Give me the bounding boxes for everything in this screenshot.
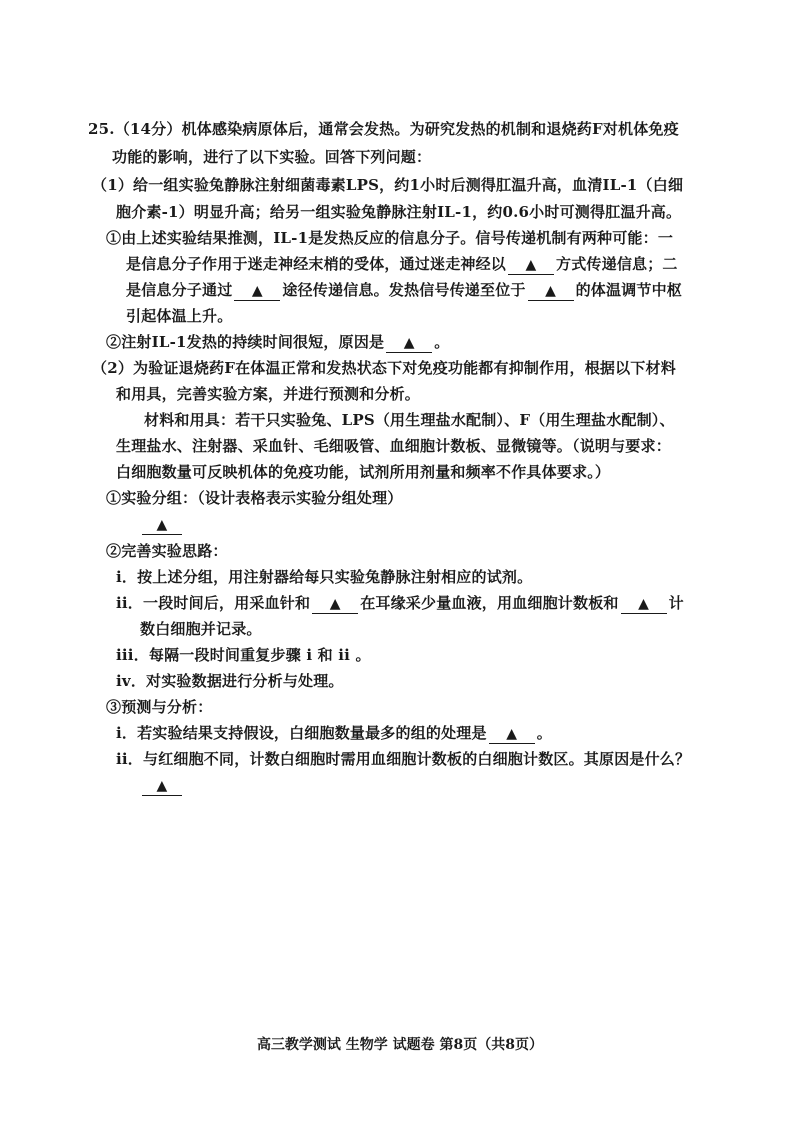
triangle-icon: ▲ <box>506 726 518 742</box>
step-prediction: ③预测与分析： <box>106 698 213 716</box>
triangle-icon: ▲ <box>545 283 557 299</box>
text: 。 <box>434 333 450 351</box>
answer-blank[interactable] <box>142 776 182 796</box>
idea-iv: iv．对实验数据进行分析与处理。 <box>116 672 344 690</box>
text: i．若实验结果支持假设，白细胞数量最多的组的处理是 <box>116 724 487 742</box>
text: 在耳缘采少量血液，用血细胞计数板和 <box>360 594 619 612</box>
step-grouping: ①实验分组：（设计表格表示实验分组处理） <box>106 489 403 507</box>
part1-q1-line-3 <box>126 279 682 301</box>
text: 是信息分子作用于迷走神经末梢的受体，通过迷走神经以 <box>126 255 507 273</box>
materials-line-2: 生理盐水、注射器、采血针、毛细吸管、血细胞计数板、显微镜等。（说明与要求： <box>116 437 671 455</box>
part1-q1-line-2 <box>126 253 678 275</box>
text: ii．一段时间后，用采血针和 <box>116 594 311 612</box>
part1-q2-line <box>106 331 449 353</box>
part2-line-2: 和用具，完善实验方案，并进行预测和分析。 <box>116 385 421 403</box>
grouping-answer-line <box>140 513 184 535</box>
materials-line-1: 材料和用具：若干只实验兔、LPS（用生理盐水配制）、F（用生理盐水配制）、 <box>144 411 675 429</box>
triangle-icon: ▲ <box>251 283 263 299</box>
answer-blank[interactable] <box>621 594 667 614</box>
triangle-icon: ▲ <box>329 596 341 612</box>
idea-ii <box>116 592 684 614</box>
part1-line-1: （1）给一组实验兔静脉注射细菌毒素LPS，约1小时后测得肛温升高，血清IL-1（白细 <box>92 176 684 194</box>
prediction-ii: ii．与红细胞不同，计数白细胞时需用血细胞计数板的白细胞计数区。其原因是什么？ <box>116 750 691 768</box>
step-ideas: ②完善实验思路： <box>106 542 228 560</box>
triangle-icon: ▲ <box>156 778 168 794</box>
prediction-i <box>116 722 552 744</box>
triangle-icon: ▲ <box>525 257 537 273</box>
part2-line-1: （2）为验证退烧药F在体温正常和发热状态下对免疫功能都有抑制作用，根据以下材料 <box>92 359 676 377</box>
text: 方式传递信息；二 <box>556 255 678 273</box>
prediction-ii-answer-line <box>140 774 184 796</box>
idea-iii: iii．每隔一段时间重复步骤 i 和 ii 。 <box>116 646 371 664</box>
triangle-icon: ▲ <box>156 517 168 533</box>
text: 。 <box>536 724 552 742</box>
text: ②注射IL-1发热的持续时间很短，原因是 <box>106 333 385 351</box>
answer-blank[interactable] <box>386 333 432 353</box>
idea-ii-cont: 数白细胞并记录。 <box>140 620 262 638</box>
idea-i: i．按上述分组，用注射器给每只实验兔静脉注射相应的试剂。 <box>116 568 533 586</box>
question-heading-line-1: 25.（14分）机体感染病原体后，通常会发热。为研究发热的机制和退烧药F对机体免疫 <box>88 120 679 138</box>
part1-q1-line-1: ①由上述实验结果推测，IL-1是发热反应的信息分子。信号传递机制有两种可能：一 <box>106 229 674 247</box>
text: 计 <box>668 594 684 612</box>
answer-blank[interactable] <box>234 281 280 301</box>
answer-blank[interactable] <box>508 255 554 275</box>
text: 的体温调节中枢 <box>575 281 683 299</box>
answer-blank[interactable] <box>489 724 535 744</box>
part1-q1-line-4: 引起体温上升。 <box>126 307 233 325</box>
answer-blank[interactable] <box>142 515 182 535</box>
part1-line-2: 胞介素-1）明显升高；给另一组实验兔静脉注射IL-1，约0.6小时可测得肛温升高。 <box>116 203 682 221</box>
triangle-icon: ▲ <box>403 335 415 351</box>
materials-line-3: 白细胞数量可反映机体的免疫功能，试剂所用剂量和频率不作具体要求。） <box>116 463 611 481</box>
triangle-icon: ▲ <box>638 596 650 612</box>
text: 是信息分子通过 <box>126 281 233 299</box>
answer-blank[interactable] <box>312 594 358 614</box>
text: 途径传递信息。发热信号传递至位于 <box>282 281 526 299</box>
answer-blank[interactable] <box>528 281 574 301</box>
question-heading-line-2: 功能的影响，进行了以下实验。回答下列问题： <box>112 148 432 166</box>
page-footer: 高三教学测试 生物学 试题卷 第8页（共8页） <box>256 1037 544 1053</box>
